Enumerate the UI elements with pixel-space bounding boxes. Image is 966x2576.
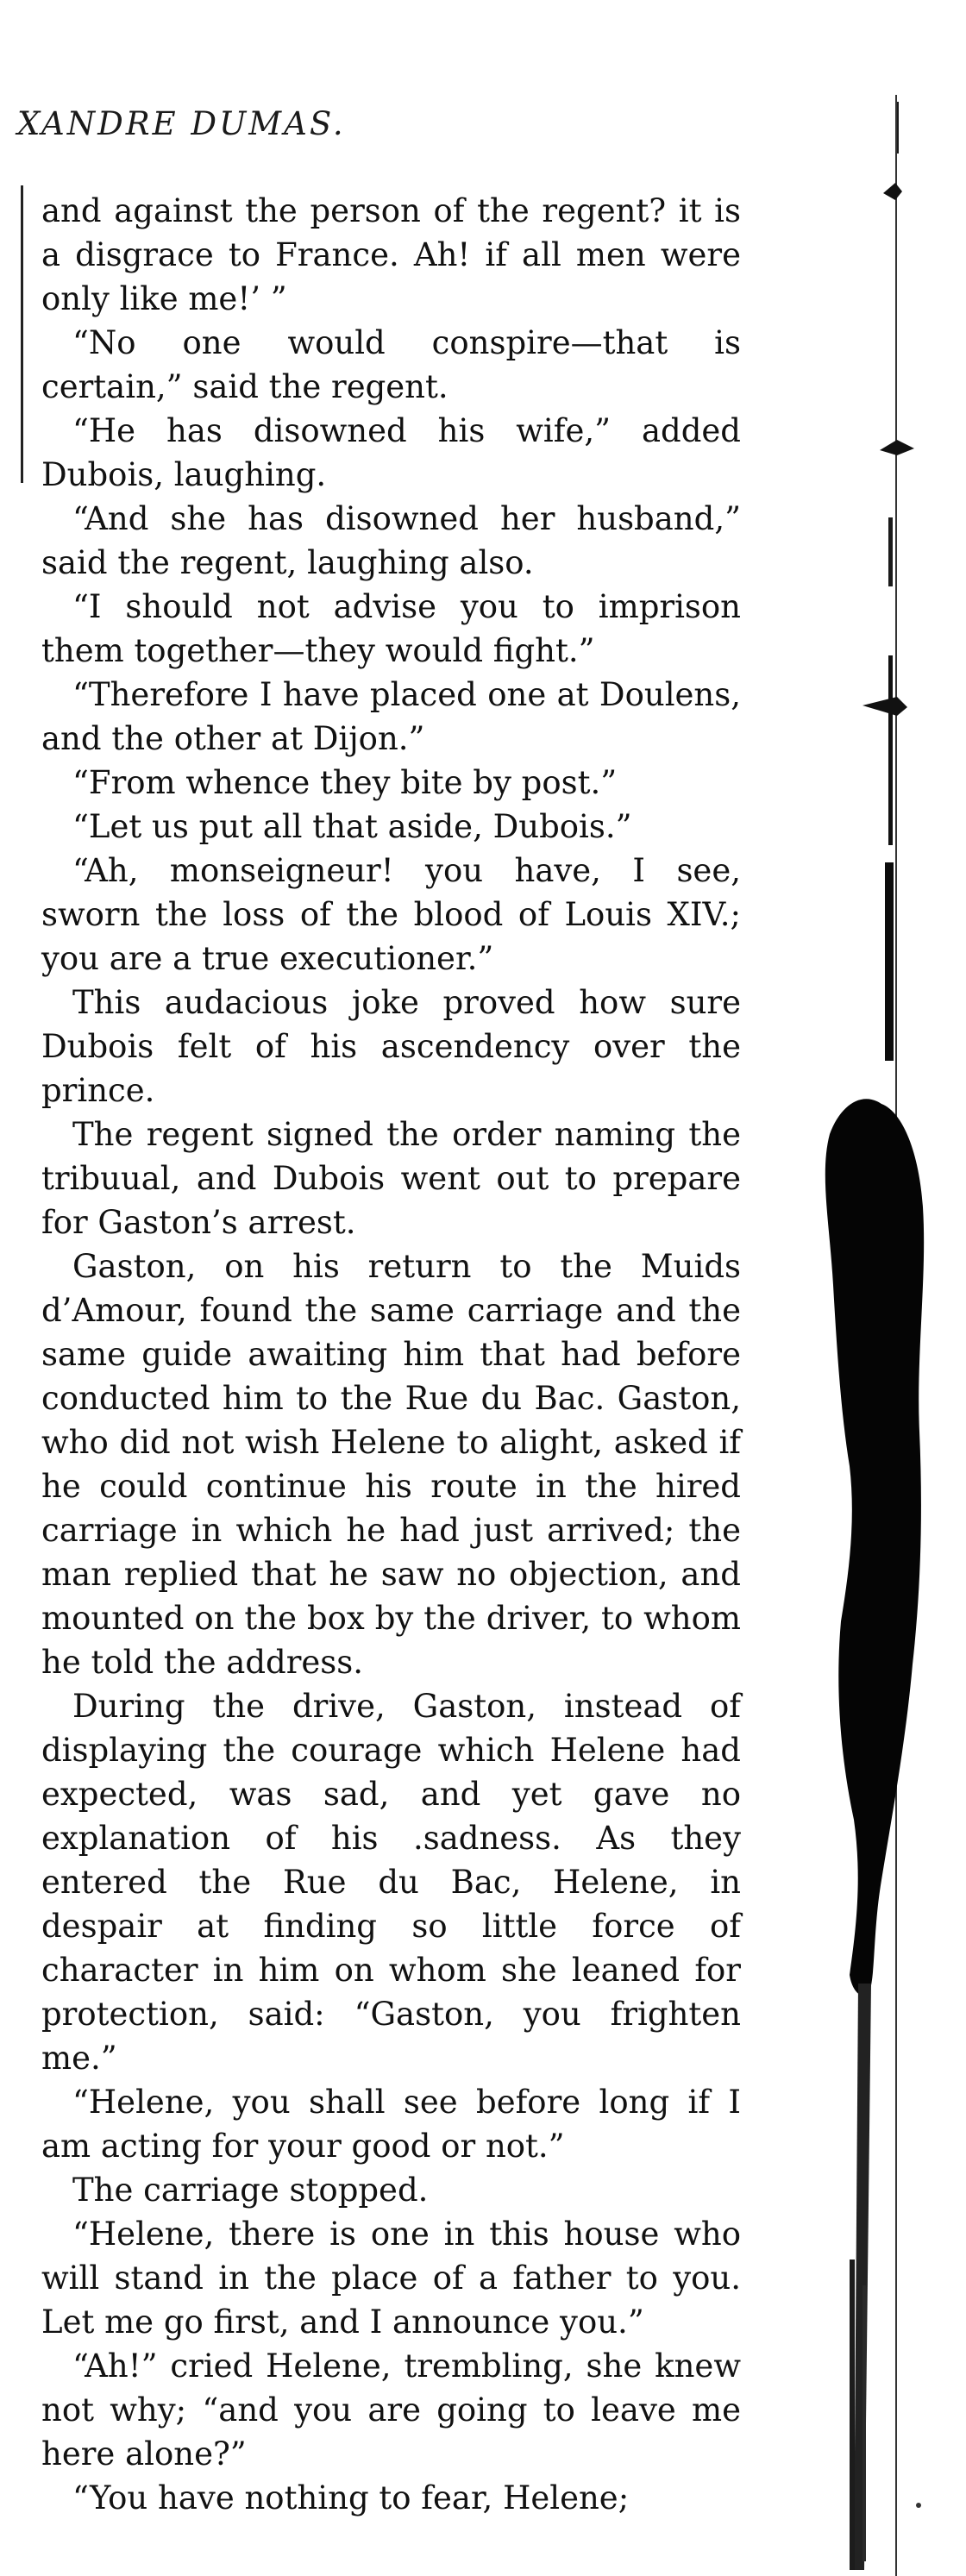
paragraph-17: “Ah!” cried Helene, trembling, she knew not why; “and you are going to leave me here alone?” [41,2347,741,2473]
paragraph-7: “From whence they bite by post.” [72,764,618,801]
binding-notch [862,697,907,716]
paragraph-13: During the drive, Gaston, instead of displaying the courage which Helene had expected, was sad, and yet gave no explanation of his .sadness. As they entered the Rue du Bac, Helene, in despair at finding so little force of character in him on whom she leaned for protection, said: “Gaston, you frighten me.” [41,1688,741,2077]
paragraph-9: “Ah, monseigneur! you have, I see, sworn the loss of the blood of Louis XIV.; you are a true executioner.” [41,852,741,977]
paragraph-4: “And she has disowned her husband,” said the regent, laughing also. [41,500,741,581]
paragraph-18: “You have nothing to fear, Helene; [72,2479,630,2516]
paragraph-16: “Helene, there is one in this house who will stand in the place of a father to you. Let me go first, and I announce you.” [41,2216,741,2341]
paragraph-3: “He has disowned his wife,” added Dubois, laughing. [41,412,741,493]
paragraph-14: “Helene, you shall see before long if I am acting for your good or not.” [41,2084,741,2165]
paragraph-10: This audacious joke proved how sure Dubois felt of his ascendency over the prince. [41,984,741,1109]
paragraph-12: Gaston, on his return to the Muids d’Amour, found the same carriage and the same guide awaiting him that had before conducted him to the Rue du Bac. Gaston, who did not wish Helene to alight, asked if he could continue his route in the hired carriage in which he had just arrived; the man replied that he saw no objection, and mounted on the box by the driver, to whom he told the address. [41,1248,741,1681]
running-head: XANDRE DUMAS. [17,105,346,142]
paragraph-5: “I should not advise you to imprison them together—they would fight.” [41,588,741,669]
paragraph-15: The carriage stopped. [72,2172,429,2209]
paragraph-2: “No one would conspire—that is certain,” said the regent. [41,324,741,405]
paragraph-11: The regent signed the order naming the tribuual, and Dubois went out to prepare for Gaston’s arrest. [41,1116,741,1241]
paragraph-6: “Therefore I have placed one at Doulens, and the other at Dijon.” [41,676,741,757]
paragraph-1: and against the person of the regent? it is a disgrace to France. Ah! if all men were only like me!’ ” [41,192,741,317]
binding-notch [883,183,902,200]
paragraph-8: “Let us put all that aside, Dubois.” [72,808,632,845]
binding-notch [880,440,914,455]
binding-blot [825,1099,924,1996]
